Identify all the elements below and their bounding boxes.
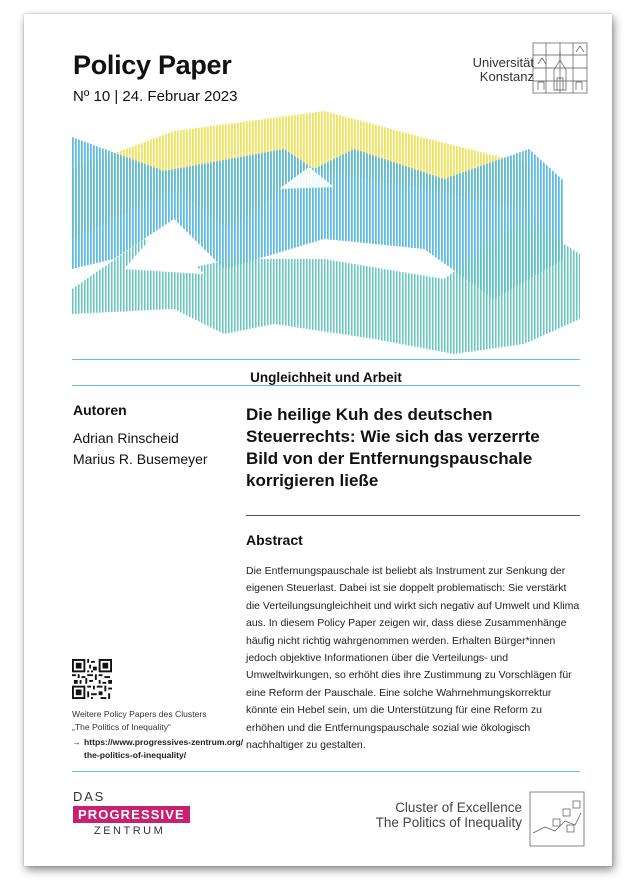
policy-paper-cover [24,14,612,866]
author-1: Adrian Rinscheid [73,430,179,446]
title-divider [246,515,580,516]
arrow-right-icon: → [72,737,81,747]
cluster-name [376,800,522,830]
abstract-heading: Abstract [246,532,303,548]
partner-logo-top: DAS [73,789,106,804]
partner-logo-bottom: ZENTRUM [94,825,166,837]
paper-title: Die heilige Kuh des deutschen Steuerrechts: Wie sich das verzerrte Bild von der Entfernungspauschale korrigieren ließe [246,405,540,490]
author-2: Marius R. Busemeyer [73,451,208,467]
cluster-logo-icon [529,791,585,847]
university-name-line2: Konstanz [479,69,534,84]
section-rule-top [72,359,580,360]
university-name [473,56,534,84]
footer-rule [72,771,580,772]
section-rule-bottom [72,385,580,386]
issue-date: Nº 10 | 24. Februar 2023 [73,88,238,105]
university-name-line1: Universität [472,55,534,70]
cluster-line1: Cluster of Excellence [395,800,522,815]
more-papers-text: Weitere Policy Papers des Clusters [72,709,207,719]
link-line1[interactable]: https://www.progressives-zentrum.org/ [84,737,244,747]
page-title: Policy Paper [73,50,232,80]
abstract-text: Die Entfernungspauschale ist beliebt als Instrument zur Senkung der eigenen Steuerlast. Dabei ist sie doppelt problematisch: Sie verstärkt die Verteilungsungleichheit und wirkt sich negativ auf Umwelt und Klima aus. In diesem Policy Paper zeigen wir, dass diese Zusammenhänge häufig nicht richtig wahrgenommen werden. Erhalten Bürger*innen jedoch objektive Informationen über die Verteilungs- und Umweltwirkungen, so erhöht dies ihre Zustimmung zu Vorschlägen für eine Reform der Pauschale. Eine solche Wahrnehmungskorrektur könnte ein Hebel sein, um die Unterstützung für eine Reform zu erhöhen und die Entfernungspauschale sozial wie ökologisch nachhaltiger zu gestalten. [246,565,580,752]
partner-logo-middle: PROGRESSIVE [73,806,190,823]
decorative-wave-graphic [24,109,612,359]
authors-heading: Autoren [73,402,127,418]
section-heading: Ungleichheit und Arbeit [250,370,402,385]
university-logo-icon [532,42,588,94]
qr-code-icon[interactable] [72,659,112,699]
cluster-line2: The Politics of Inequality [375,815,522,830]
more-papers-cluster: „The Politics of Inequality“ [72,722,171,732]
more-papers-link[interactable] [72,736,243,762]
link-line2[interactable]: the-politics-of-inequality/ [84,750,187,760]
